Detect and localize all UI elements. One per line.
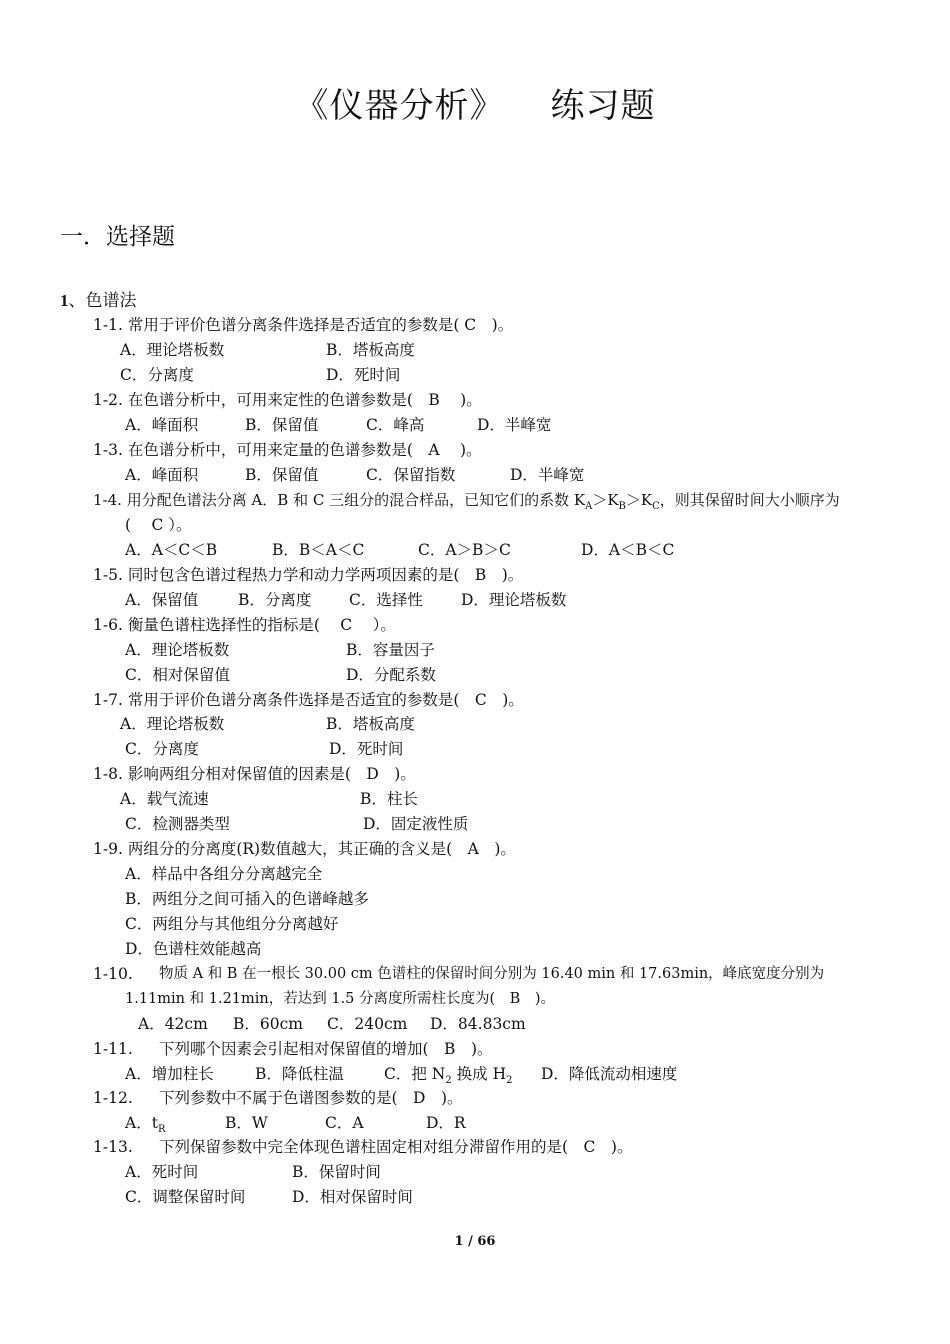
option-d: D．色谱柱效能越高: [125, 940, 262, 958]
question-1-3: 1-3. 在色谱分析中，可用来定量的色谱参数是( A )。: [93, 441, 482, 459]
option-c: C．分离度: [125, 740, 199, 758]
option-d: D．死时间: [329, 740, 404, 758]
option-d: D．分配系数: [346, 666, 436, 684]
option-c: C．分离度: [120, 366, 194, 384]
question-1-5: 1-5. 同时包含色谱过程热力学和动力学两项因素的是( B )。: [93, 566, 524, 584]
option-d: D．A＜B＜C: [581, 541, 675, 559]
question-1-4-continued: ( C ）。: [125, 516, 192, 534]
option-a: A．载气流速: [120, 790, 209, 808]
option-b: B．60cm: [233, 1015, 303, 1033]
option-a: A．42cm: [138, 1015, 208, 1033]
option-d: D．死时间: [326, 366, 401, 384]
option-c: C．检测器类型: [125, 815, 230, 833]
option-c: C．相对保留值: [125, 666, 230, 684]
option-d: D．降低流动相速度: [541, 1065, 678, 1083]
question-1-11-number: 1-11.: [93, 1040, 133, 1058]
page-number: 1 / 66: [454, 1234, 496, 1249]
option-b: B．W: [225, 1114, 268, 1132]
option-b: B．B＜A＜C: [272, 541, 365, 559]
question-1-11: 下列哪个因素会引起相对保留值的增加( B )。: [159, 1040, 493, 1058]
question-1-10: 物质 A 和 B 在一根长 30.00 cm 色谱柱的保留时间分别为 16.40 min 和 17.63min，峰底宽度分别为: [159, 966, 825, 982]
option-a: A．样品中各组分分离越完全: [125, 865, 323, 883]
option-b: B．保留值: [245, 416, 319, 434]
question-1-10-number: 1-10.: [93, 965, 133, 983]
option-b: B．分离度: [238, 591, 312, 609]
option-a: A．峰面积: [125, 466, 199, 484]
option-c: C．240cm: [327, 1015, 408, 1033]
question-1-13-number: 1-13.: [93, 1138, 133, 1156]
option-b: B．塔板高度: [326, 341, 415, 359]
option-a: A．死时间: [125, 1163, 199, 1181]
option-b: B．两组分之间可插入的色谱峰越多: [125, 890, 369, 908]
question-1-12: 下列参数中不属于色谱图参数的是( D )。: [159, 1089, 463, 1107]
option-d: D．固定液性质: [363, 815, 469, 833]
option-c: C．选择性: [349, 591, 423, 609]
option-b: B．降低柱温: [255, 1065, 344, 1083]
title-sub: 练习题: [550, 86, 656, 126]
question-1-4: 1-4. 用分配色谱法分离 A．B 和 C 三组分的混合样品，已知它们的系数 $K_A>K_B>K_C$，则其保留时间大小顺序为: [93, 491, 840, 512]
page-title: [0, 78, 950, 127]
title-main: 《仪器分析》: [294, 86, 505, 126]
option-a: A．保留值: [125, 591, 199, 609]
question-1-6: 1-6. 衡量色谱柱选择性的指标是( C ）。: [93, 616, 396, 634]
question-1-2: 1-2. 在色谱分析中，可用来定性的色谱参数是( B )。: [93, 391, 482, 409]
option-c: C．保留指数: [366, 466, 456, 484]
option-c: C．把 $N_2$ 换成 $H_2$: [384, 1065, 513, 1086]
option-c: C．A: [325, 1114, 364, 1132]
option-b: B．柱长: [360, 790, 418, 808]
question-1-12-number: 1-12.: [93, 1089, 133, 1107]
section-heading: 一．选择题: [60, 224, 175, 250]
question-1-10-continued: 1.11min 和 1.21min，若达到 1.5 分离度所需柱长度为( B )。: [125, 991, 555, 1007]
option-a: A．峰面积: [125, 416, 199, 434]
option-c: C．峰高: [366, 416, 425, 434]
option-a: A．$t_R$: [125, 1114, 166, 1135]
option-d: D．84.83cm: [430, 1015, 526, 1033]
option-b: B．容量因子: [346, 641, 435, 659]
question-1-1: 1-1. 常用于评价色谱分离条件选择是否适宜的参数是( C )。: [93, 316, 514, 334]
option-b: B．塔板高度: [326, 715, 415, 733]
question-1-8: 1-8. 影响两组分相对保留值的因素是( D )。: [93, 765, 416, 783]
option-b: B．保留值: [245, 466, 319, 484]
subsection-heading: 1、色谱法: [60, 291, 137, 311]
option-d: D．半峰宽: [477, 416, 552, 434]
question-1-9: 1-9. 两组分的分离度(R)数值越大，其正确的含义是( A )。: [93, 840, 516, 858]
option-d: D．理论塔板数: [461, 591, 567, 609]
option-c: C．调整保留时间: [125, 1188, 246, 1206]
question-1-13: 下列保留参数中完全体现色谱柱固定相对组分滞留作用的是( C )。: [159, 1138, 633, 1156]
option-d: D．R: [426, 1114, 466, 1132]
option-d: D．相对保留时间: [292, 1188, 413, 1206]
option-b: B．保留时间: [292, 1163, 381, 1181]
option-a: A．理论塔板数: [120, 341, 225, 359]
option-d: D．半峰宽: [510, 466, 585, 484]
option-a: A．A＜C＜B: [125, 541, 218, 559]
question-1-7: 1-7. 常用于评价色谱分离条件选择是否适宜的参数是( C )。: [93, 691, 524, 709]
option-a: A．理论塔板数: [120, 715, 225, 733]
option-c: C．A＞B＞C: [418, 541, 511, 559]
option-a: A．增加柱长: [125, 1065, 214, 1083]
option-a: A．理论塔板数: [125, 641, 230, 659]
option-c: C．两组分与其他组分分离越好: [125, 915, 339, 933]
